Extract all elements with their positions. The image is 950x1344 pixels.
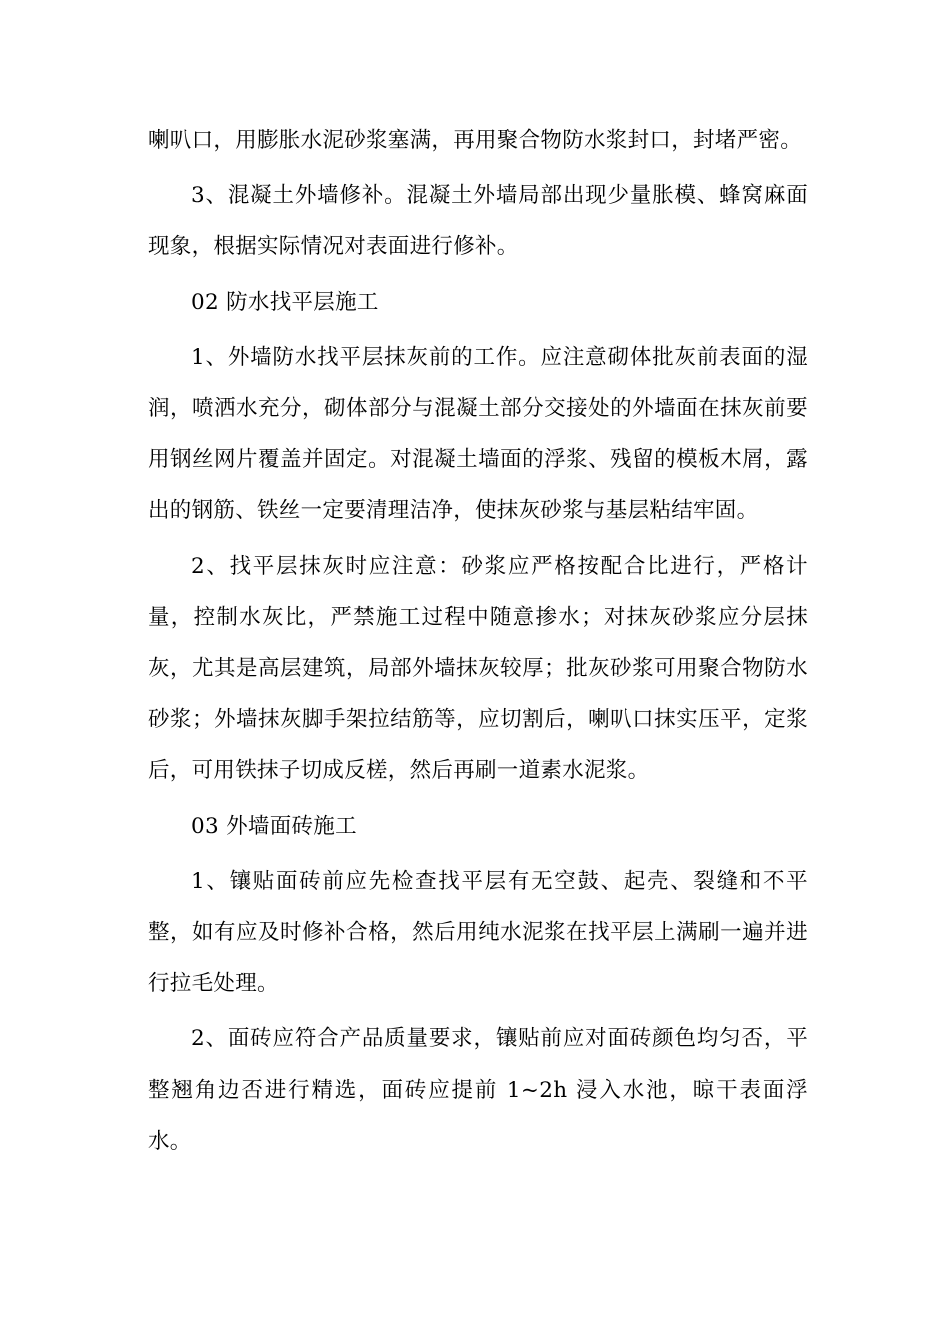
paragraph-concrete-wall-repair: 3、混凝土外墙修补。混凝土外墙局部出现少量胀模、蜂窝麻面现象，根据实际情况对表面进行修补。 — [148, 183, 808, 260]
section-heading-waterproof-leveling: 02 防水找平层施工 — [191, 289, 379, 315]
section-heading-exterior-tile: 03 外墙面砖施工 — [191, 813, 357, 839]
paragraph-pre-plastering-work: 1、外墙防水找平层抹灰前的工作。应注意砌体批灰前表面的湿润，喷洒水充分，砌体部分与混凝土部分交接处的外墙面在抹灰前要用钢丝网片覆盖并固定。对混凝土墙面的浮浆、残留的模板木屑，露出的钢筋、铁丝一定要清理洁净，使抹灰砂浆与基层粘结牢固。 — [148, 344, 808, 524]
paragraph-tile-quality: 2、面砖应符合产品质量要求，镶贴前应对面砖颜色均匀否，平整翘角边否进行精选，面砖应提前 1~2h 浸入水池，晾干表面浮水。 — [148, 1026, 808, 1154]
paragraph-tile-inspection: 1、镶贴面砖前应先检查找平层有无空鼓、起壳、裂缝和不平整，如有应及时修补合格，然后用纯水泥浆在找平层上满刷一遍并进行拉毛处理。 — [148, 868, 808, 997]
paragraph-continuation: 喇叭口，用膨胀水泥砂浆塞满，再用聚合物防水浆封口，封堵严密。 — [148, 128, 803, 153]
paragraph-leveling-plastering-notes: 2、找平层抹灰时应注意：砂浆应严格按配合比进行，严格计量，控制水灰比，严禁施工过程中随意掺水；对抹灰砂浆应分层抹灰，尤其是高层建筑，局部外墙抹灰较厚；批灰砂浆可用聚合物防水砂浆；外墙抹灰脚手架拉结筋等，应切割后，喇叭口抹实压平，定浆后，可用铁抹子切成反槎，然后再刷一道素水泥浆。 — [148, 553, 808, 784]
document-body — [148, 115, 808, 1171]
